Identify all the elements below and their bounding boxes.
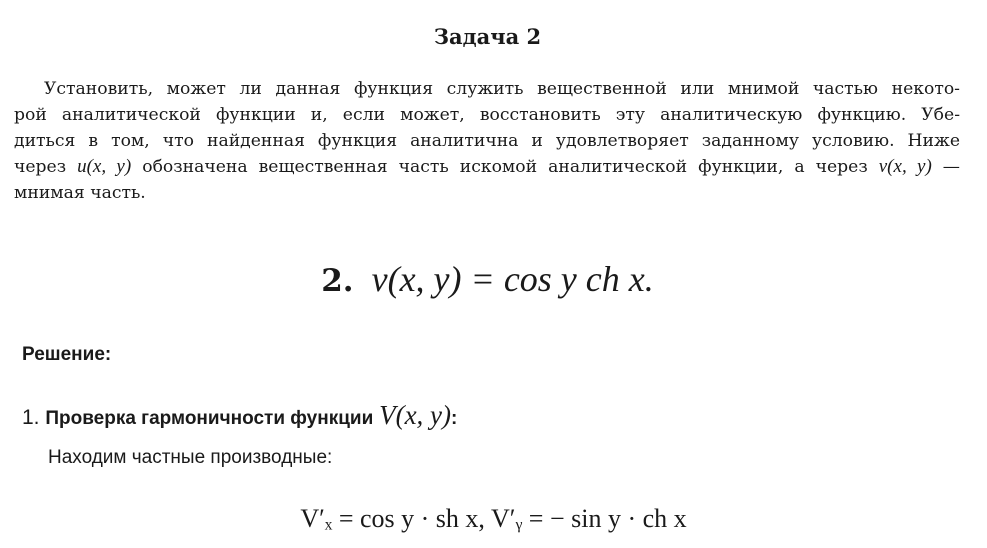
step-1-label: Проверка гармоничности функции — [45, 408, 374, 429]
problem-line-4-middle: обозначена вещественная часть искомой аналитической функции, а через — [131, 157, 879, 177]
step-1-heading — [22, 400, 457, 431]
solution-heading: Решение: — [22, 344, 112, 365]
u-function: u(x, y) — [77, 156, 132, 177]
derivatives-formula: V′ₓ = cos y · sh x, V′ᵧ = − sin y · ch x — [300, 504, 687, 533]
problem-line-5: мнимая часть. — [14, 183, 146, 203]
problem-line-4-start: через — [14, 157, 78, 177]
formula-expression: v(x, y) = cos y ch x. — [371, 259, 654, 299]
formula-number: 2. — [321, 263, 354, 299]
problem-line-1: Установить, может ли данная функция служить вещественной или мнимой частью некото- — [44, 79, 960, 99]
step-1-function: V(x, y) — [379, 400, 452, 430]
step-1-number: 1. — [22, 406, 40, 429]
problem-line-3: диться в том, что найденная функция аналитична и удовлетворяет заданному условию. Ниже — [14, 131, 960, 151]
problem-statement — [14, 76, 960, 206]
step-1-colon: : — [451, 408, 458, 429]
v-function: v(x, y) — [878, 156, 932, 177]
main-formula — [0, 258, 975, 300]
problem-line-4 — [14, 154, 960, 180]
step-1-text: Находим частные производные: — [48, 447, 333, 468]
problem-line-2: рой аналитической функции и, если может, восстановить эту аналитическую функцию. Убе- — [14, 105, 960, 125]
problem-line-4-end: — — [931, 157, 960, 177]
problem-title: Задача 2 — [433, 24, 542, 49]
